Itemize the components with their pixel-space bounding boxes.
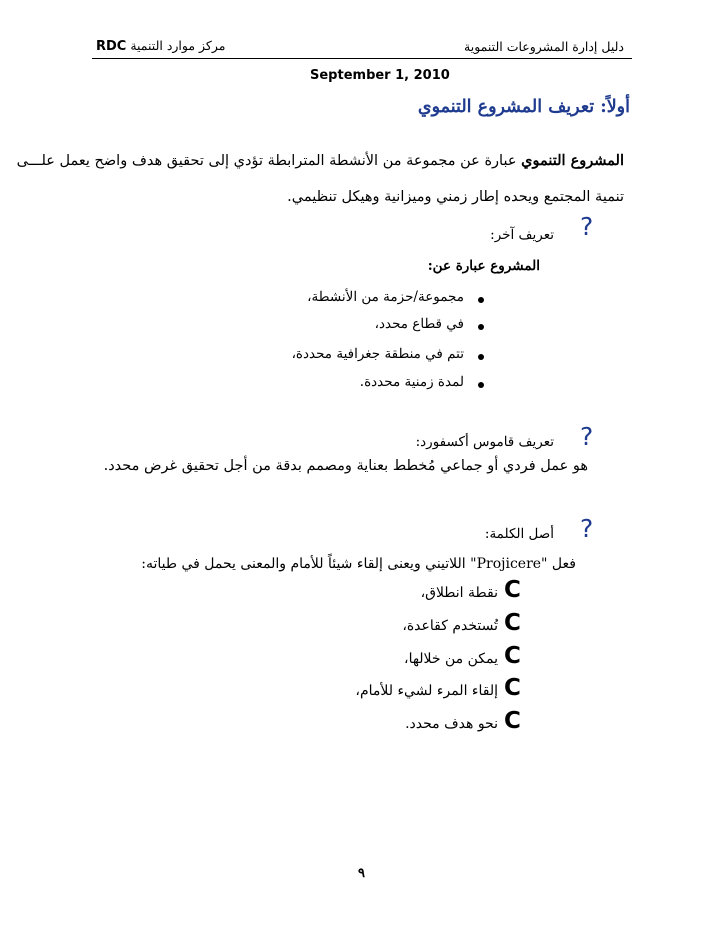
bullet-icon [478, 354, 484, 360]
c-bullet-icon: C [504, 610, 521, 636]
origin-item: نقطة انطلاق، [420, 585, 498, 601]
bullet-item: في قطاع محدد، [374, 316, 464, 332]
origin-item: إلقاء المرء لشيء للأمام، [355, 683, 498, 699]
document-date: September 1, 2010 [310, 68, 450, 83]
bullet-item: لمدة زمنية محددة. [359, 374, 464, 390]
page-number: ٩ [358, 866, 365, 881]
header-org-name: مركز موارد التنمية [130, 38, 226, 53]
question-icon: ? [580, 514, 594, 543]
header-guide-title: دليل إدارة المشروعات التنموية [464, 39, 624, 54]
question-icon: ? [580, 422, 594, 451]
origin-item: تُستخدم كقاعدة، [402, 618, 498, 634]
bullet-item: تتم في منطقة جغرافية محددة، [291, 346, 464, 362]
header-org-abbr: RDC [96, 39, 127, 54]
header-org [96, 38, 225, 54]
oxford-def-text: هو عمل فردي أو جماعي مُخطط بعناية ومصمم بدقة من أجل تحقيق غرض محدد. [103, 458, 588, 474]
definition-line-1 [17, 152, 624, 169]
c-bullet-icon: C [504, 675, 521, 701]
section-title: أولاً: تعريف المشروع التنموي [417, 97, 630, 117]
definition-term: المشروع التنموي [521, 152, 624, 169]
definition-line-2: تنمية المجتمع ويحده إطار زمني وميزانية وهيكل تنظيمي. [287, 189, 624, 205]
bullet-icon [478, 382, 484, 388]
c-bullet-icon: C [504, 643, 521, 669]
bullet-icon [478, 324, 484, 330]
word-origin-intro: فعل "Projicere" اللاتيني ويعنى إلقاء شيئاً للأمام والمعنى يحمل في طياته: [141, 556, 576, 572]
origin-item: نحو هدف محدد. [405, 716, 498, 732]
bullet-icon [478, 297, 484, 303]
another-def-label: تعريف آخر: [490, 227, 554, 243]
definition-line-1-rest: عبارة عن مجموعة من الأنشطة المترابطة تؤدي إلى تحقيق هدف واضح يعمل علـــى [16, 153, 522, 169]
question-icon: ? [580, 212, 594, 241]
c-bullet-icon: C [504, 577, 521, 603]
c-bullet-icon: C [504, 708, 521, 734]
oxford-def-label: تعريف قاموس أكسفورد: [415, 434, 554, 450]
header-divider [92, 58, 632, 59]
bullet-item: مجموعة/حزمة من الأنشطة، [307, 289, 464, 305]
another-def-heading: المشروع عبارة عن: [427, 258, 540, 274]
origin-item: يمكن من خلالها، [404, 651, 498, 667]
word-origin-label: أصل الكلمة: [484, 526, 554, 542]
